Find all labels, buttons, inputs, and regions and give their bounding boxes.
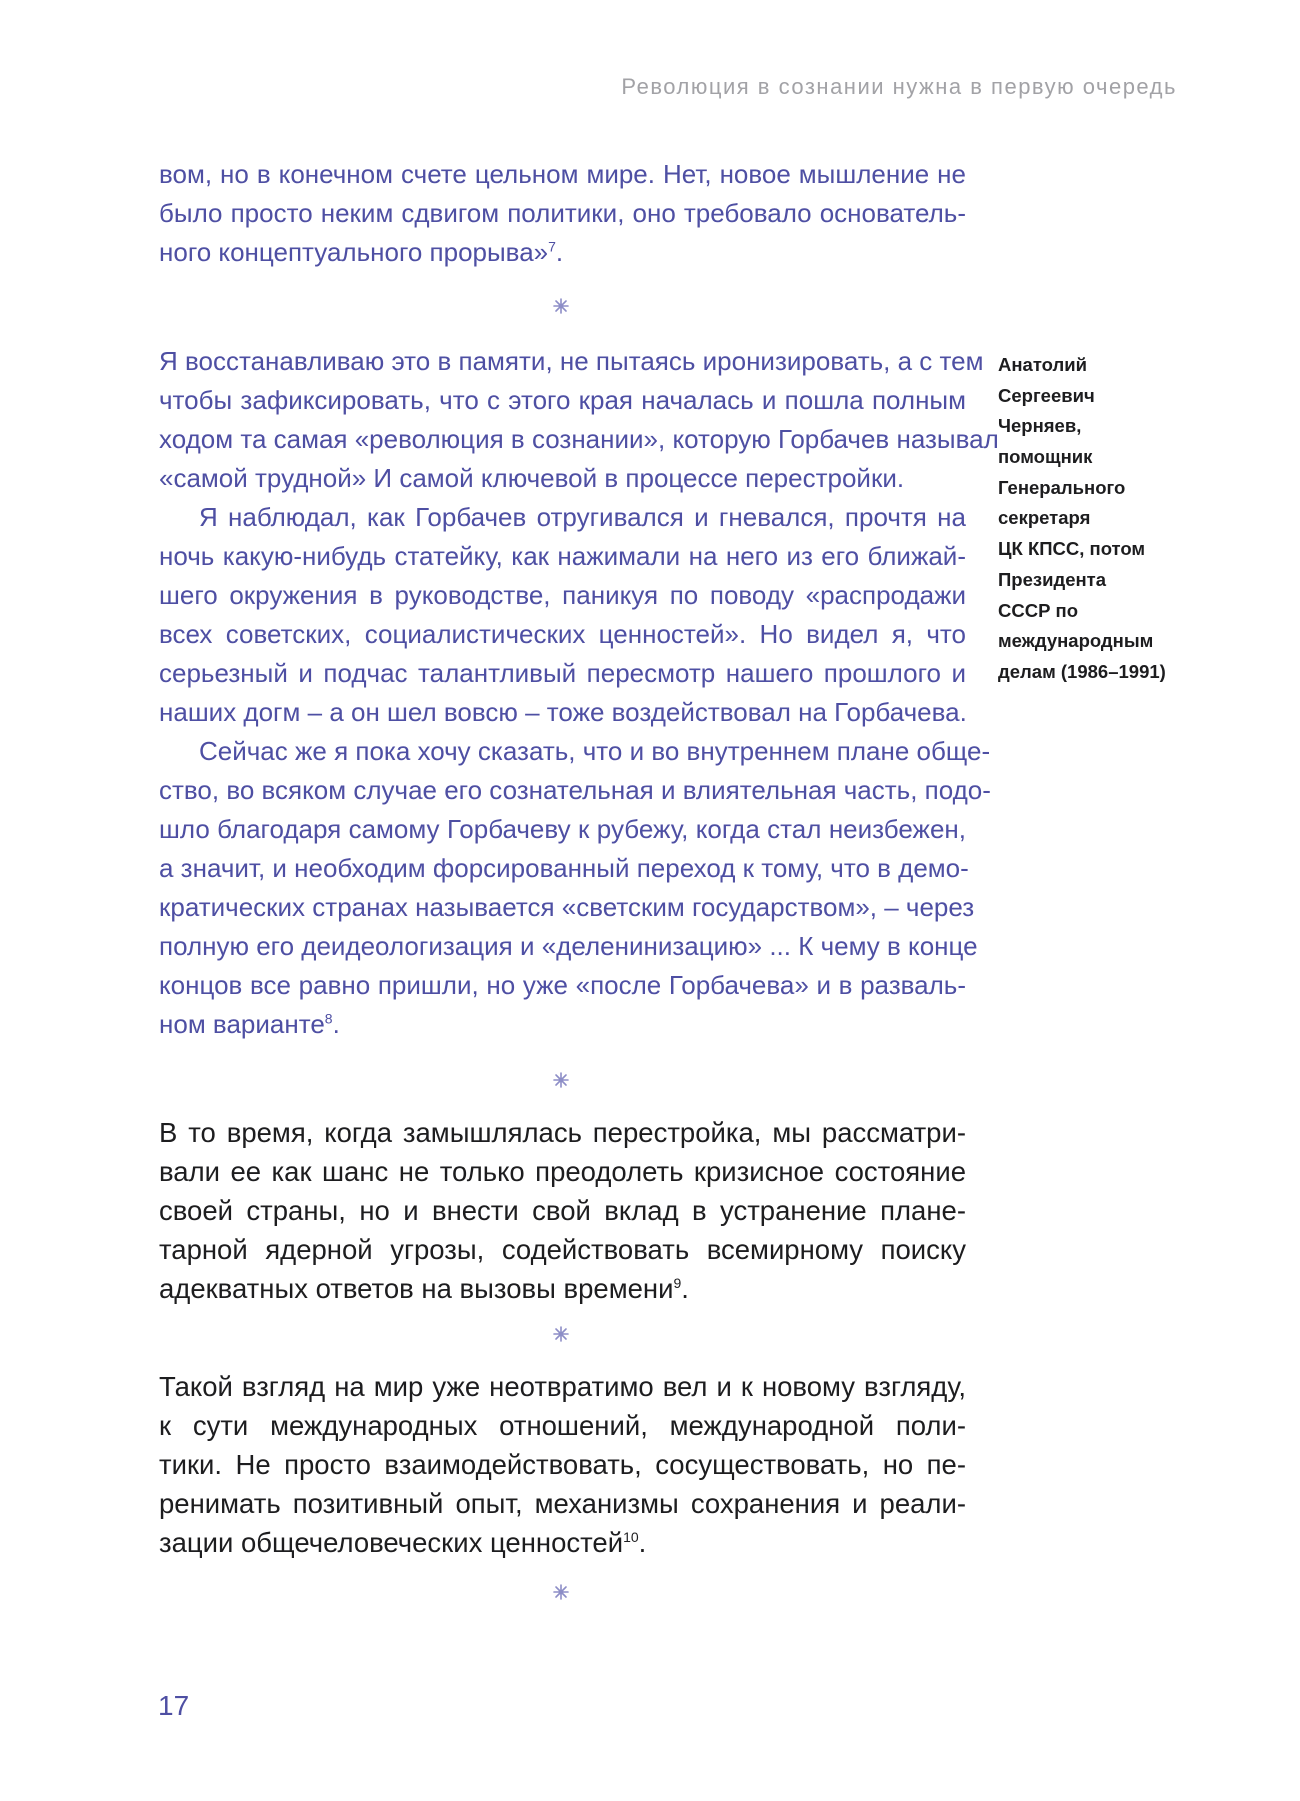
text-line: Сейчас же я пока хочу сказать, что и во внутреннем плане обще-	[199, 736, 991, 766]
quote-continuation	[159, 155, 966, 272]
text-line: а значит, и необходим форсированный переход к тому, что в демо-	[159, 853, 969, 883]
footnote-ref: 8	[324, 1010, 333, 1027]
gorbachev-quote-perestroika	[159, 1113, 966, 1308]
gorbachev-quote-worldview	[159, 1367, 966, 1562]
side-note-line: Президента	[998, 568, 1107, 590]
text-line: адекватных ответов на вызовы времени$^9$.	[159, 1273, 689, 1304]
running-header: Революция в сознании нужна в первую очередь	[621, 74, 1177, 99]
text-line: концов все равно пришли, но уже «после Горбачева» и в разваль-	[159, 970, 966, 1000]
text-line: Я наблюдал, как Горбачев отругивался и гневался, прочтя на	[199, 502, 966, 532]
text-line: зации общечеловеческих ценностей$^{10}$.	[159, 1527, 647, 1558]
text-line: всех советских, социалистических ценностей». Но видел я, что	[159, 619, 966, 649]
text-line: вом, но в конечном счете цельном мире. Нет, новое мышление не	[159, 159, 966, 189]
text-line: ренимать позитивный опыт, механизмы сохранения и реали-	[159, 1488, 966, 1519]
side-note-attribution	[998, 350, 1238, 688]
text-line: Я восстанавливаю это в памяти, не пытаясь иронизировать, а с тем	[159, 346, 984, 376]
side-note-line: секретаря	[998, 507, 1091, 529]
side-note-line: Сергеевич	[998, 384, 1095, 406]
text-line: ство, во всяком случае его сознательная и влиятельная часть, подо-	[159, 775, 991, 805]
page-number: 17	[158, 1690, 190, 1721]
text-line: ночь какую-нибудь статейку, как нажимали на него из его ближай-	[159, 541, 966, 571]
text-line: шло благодаря самому Горбачеву к рубежу, когда стал неизбежен,	[159, 814, 966, 844]
text-line: ного концептуального прорыва»$^7$.	[159, 237, 564, 267]
text-line: тики. Не просто взаимодействовать, сосуществовать, но пе-	[159, 1449, 966, 1480]
side-note-line: Анатолий	[998, 354, 1087, 375]
text-line: тарной ядерной угрозы, содействовать всемирному поиску	[159, 1234, 966, 1265]
text-line: чтобы зафиксировать, что с этого края началась и пошла полным	[159, 385, 966, 415]
text-line: к сути международных отношений, международной поли-	[159, 1410, 966, 1441]
side-note-line: делам (1986–1991)	[998, 660, 1166, 682]
text-line: вали ее как шанс не только преодолеть кризисное состояние	[159, 1156, 966, 1187]
snowflake-asterisk-icon	[552, 1325, 570, 1343]
text-line: полную его деидеологизация и «деленинизацию» ... К чему в конце	[159, 931, 978, 961]
snowflake-asterisk-icon	[552, 1071, 570, 1089]
text-line: серьезный и подчас талантливый пересмотр нашего прошлого и	[159, 658, 966, 688]
footnote-ref: 10	[623, 1528, 639, 1545]
snowflake-asterisk-icon	[552, 297, 570, 315]
footnote-ref: 9	[673, 1274, 682, 1291]
side-note-line: Черняев,	[998, 415, 1082, 437]
text-line: Такой взгляд на мир уже неотвратимо вел и к новому взгляду,	[159, 1371, 966, 1402]
memoir-quote	[159, 342, 999, 1044]
text-line: шего окружения в руководстве, паникуя по поводу «распродажи	[159, 580, 966, 610]
footnote-ref: 7	[548, 238, 556, 255]
text-line: наших догм – а он шел вовсю – тоже воздействовал на Горбачева.	[159, 697, 967, 727]
text-line: было просто неким сдвигом политики, оно требовало основатель-	[159, 198, 966, 228]
text-line: ном варианте$^8$.	[159, 1009, 340, 1039]
text-line: «самой трудной» И самой ключевой в процессе перестройки.	[159, 463, 905, 493]
text-line: ходом та самая «революция в сознании», которую Горбачев называл	[159, 424, 999, 454]
side-note-line: ЦК КПСС, потом	[998, 538, 1146, 560]
side-note-line: Генерального	[998, 476, 1126, 498]
text-line: своей страны, но и внести свой вклад в устранение плане-	[159, 1195, 966, 1226]
side-note-line: СССР по	[998, 599, 1079, 621]
side-note-line: помощник	[998, 446, 1093, 468]
text-line: В то время, когда замышлялась перестройка, мы рассматри-	[159, 1117, 966, 1148]
snowflake-asterisk-icon	[552, 1583, 570, 1601]
side-note-line: международным	[998, 630, 1154, 652]
text-line: кратических странах называется «светским государством», – через	[159, 892, 975, 922]
